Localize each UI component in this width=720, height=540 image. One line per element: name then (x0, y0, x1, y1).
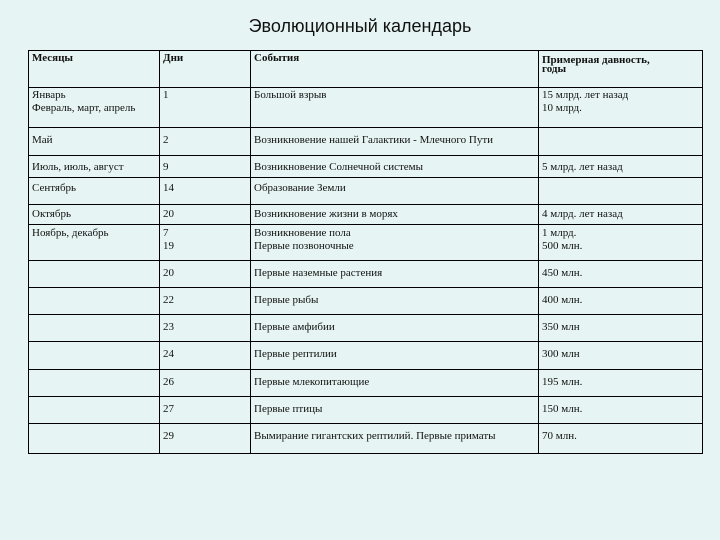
cell-month: Сентябрь (29, 178, 160, 205)
cell-month (29, 342, 160, 370)
cell-age: 400 млн. (539, 288, 703, 315)
cell-month (29, 315, 160, 342)
table-row (29, 288, 703, 315)
cell-month (29, 261, 160, 288)
table-row (29, 315, 703, 342)
table-row (29, 370, 703, 397)
month-feb-apr: Февраль, март, апрель (32, 102, 136, 114)
cell-age (539, 128, 703, 156)
cell-age: 150 млн. (539, 397, 703, 424)
cell-month (29, 397, 160, 424)
cell-age: 70 млн. (539, 424, 703, 454)
table-header-row (29, 51, 703, 88)
header-months: Месяцы (29, 51, 160, 88)
cell-month (29, 288, 160, 315)
evolution-calendar-table (28, 50, 703, 454)
header-events: События (251, 51, 539, 88)
cell-event: Большой взрыв (251, 88, 539, 128)
cell-day: 14 (160, 178, 251, 205)
cell-day: 1 (160, 88, 251, 128)
table-row (29, 342, 703, 370)
cell-month (29, 88, 160, 128)
cell-event: Возникновение Солнечной системы (251, 156, 539, 178)
header-days: Дни (160, 51, 251, 88)
age-line2: 500 млн. (542, 240, 583, 252)
cell-month: Июль, июль, август (29, 156, 160, 178)
header-age-line2: годы (542, 63, 567, 75)
cell-age: 195 млн. (539, 370, 703, 397)
table-row (29, 225, 703, 261)
cell-month (29, 370, 160, 397)
event-line2: Первые позвоночные (254, 240, 354, 252)
age-line1: 1 млрд. (542, 227, 577, 239)
cell-event: Первые наземные растения (251, 261, 539, 288)
cell-age (539, 178, 703, 205)
cell-age: 300 млн (539, 342, 703, 370)
cell-day: 29 (160, 424, 251, 454)
cell-day: 9 (160, 156, 251, 178)
table-row (29, 156, 703, 178)
cell-event: Вымирание гигантских рептилий. Первые приматы (251, 424, 539, 454)
month-january: Январь (32, 89, 66, 101)
day-line1: 7 (163, 227, 169, 239)
cell-month: Ноябрь, декабрь (29, 225, 160, 261)
cell-age: 350 млн (539, 315, 703, 342)
age-line1: 15 млрд. лет назад (542, 89, 629, 101)
cell-day: 26 (160, 370, 251, 397)
table-row (29, 205, 703, 225)
cell-day: 2 (160, 128, 251, 156)
cell-event: Первые амфибии (251, 315, 539, 342)
cell-age (539, 88, 703, 128)
cell-month (29, 424, 160, 454)
header-age-line1: Примерная давность, (542, 54, 650, 66)
cell-event: Образование Земли (251, 178, 539, 205)
day-line2: 19 (163, 240, 174, 252)
age-line2: 10 млрд. (542, 102, 582, 114)
cell-day: 20 (160, 261, 251, 288)
cell-event: Первые млекопитающие (251, 370, 539, 397)
cell-day: 23 (160, 315, 251, 342)
cell-day: 20 (160, 205, 251, 225)
cell-day: 27 (160, 397, 251, 424)
table-row (29, 397, 703, 424)
cell-day: 24 (160, 342, 251, 370)
cell-event: Первые рыбы (251, 288, 539, 315)
cell-event: Возникновение жизни в морях (251, 205, 539, 225)
cell-day: 22 (160, 288, 251, 315)
cell-event: Первые птицы (251, 397, 539, 424)
cell-event: Первые рептилии (251, 342, 539, 370)
page-title: Эволюционный календарь (248, 16, 472, 36)
cell-event: Возникновение нашей Галактики - Млечного Пути (251, 128, 539, 156)
cell-event (251, 225, 539, 261)
table-row (29, 261, 703, 288)
cell-age (539, 225, 703, 261)
table-row (29, 88, 703, 128)
cell-day (160, 225, 251, 261)
table-row (29, 178, 703, 205)
event-line1: Возникновение пола (254, 227, 351, 239)
cell-age: 450 млн. (539, 261, 703, 288)
cell-month: Октябрь (29, 205, 160, 225)
table-row (29, 424, 703, 454)
cell-age: 5 млрд. лет назад (539, 156, 703, 178)
cell-month: Май (29, 128, 160, 156)
cell-age: 4 млрд. лет назад (539, 205, 703, 225)
table-row (29, 128, 703, 156)
header-age (539, 51, 703, 88)
